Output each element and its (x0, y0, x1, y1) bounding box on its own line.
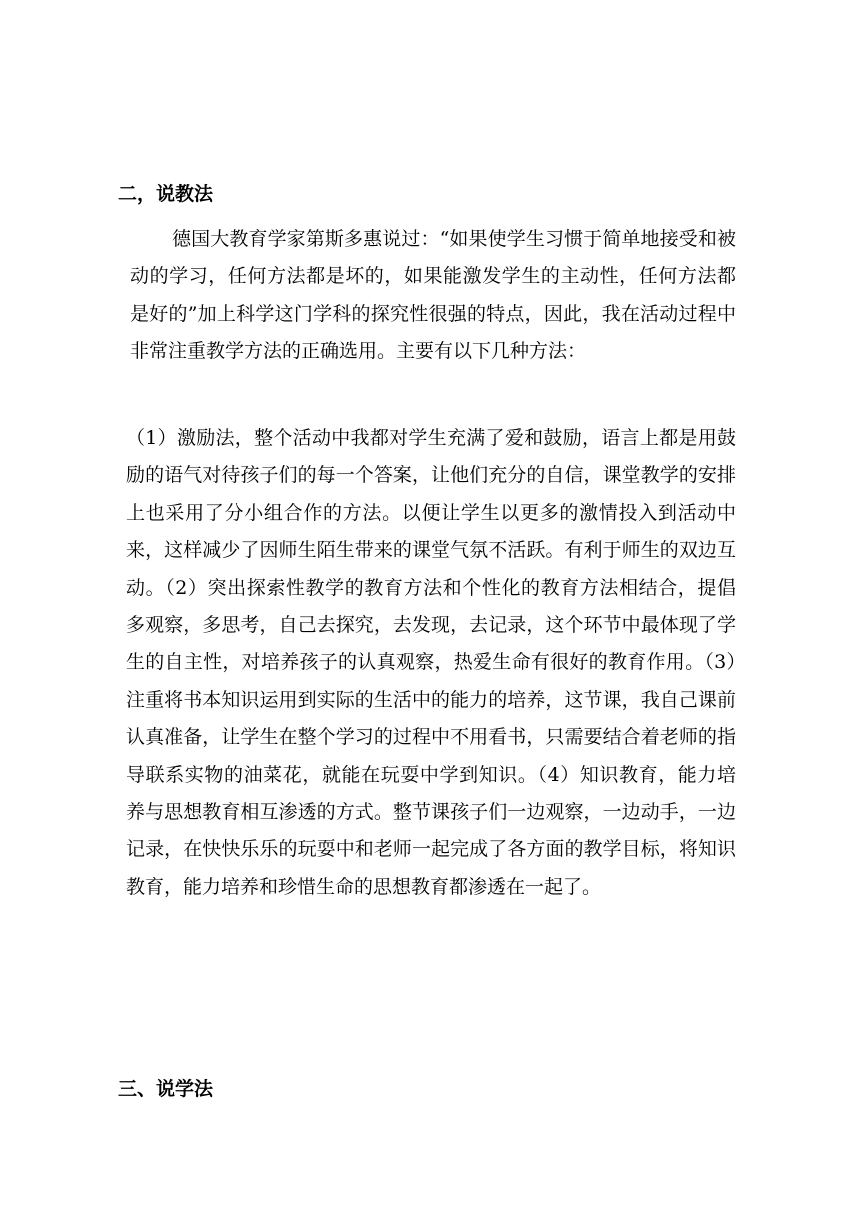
section-heading-teaching-method: 二，说教法 (118, 183, 214, 205)
section-heading-learning-method: 三、说学法 (118, 1078, 214, 1100)
intro-paragraph: 德国大教育学家第斯多惠说过：“如果使学生习惯于简单地接受和被动的学习，任何方法都是坏的，如果能激发学生的主动性，任何方法都是好的”加上科学这门学科的探究性很强的特点，因此，我在活动过程中非常注重教学方法的正确选用。主要有以下几种方法： (130, 228, 736, 363)
methods-paragraph: （1）激励法，整个活动中我都对学生充满了爱和鼓励，语言上都是用鼓励的语气对待孩子们的每一个答案，让他们充分的自信，课堂教学的安排上也采用了分小组合作的方法。以便让学生以更多的激情投入到活动中来，这样减少了因师生陌生带来的课堂气氛不活跃。有利于师生的双边互动。（2）突出探索性教学的教育方法和个性化的教育方法相结合，提倡多观察，多思考，自己去探究，去发现，去记录，这个环节中最体现了学生的自主性，对培养孩子的认真观察，热爱生命有很好的教育作用。（3）注重将书本知识运用到实际的生活中的能力的培养，这节课，我自己课前认真准备，让学生在整个学习的过程中不用看书，只需要结合着老师的指导联系实物的油菜花，就能在玩耍中学到知识。（4）知识教育，能力培养与思想教育相互渗透的方式。整节课孩子们一边观察，一边动手，一边记录，在快快乐乐的玩耍中和老师一起完成了各方面的教学目标，将知识教育，能力培养和珍惜生命的思想教育都渗透在一起了。 (126, 427, 736, 898)
